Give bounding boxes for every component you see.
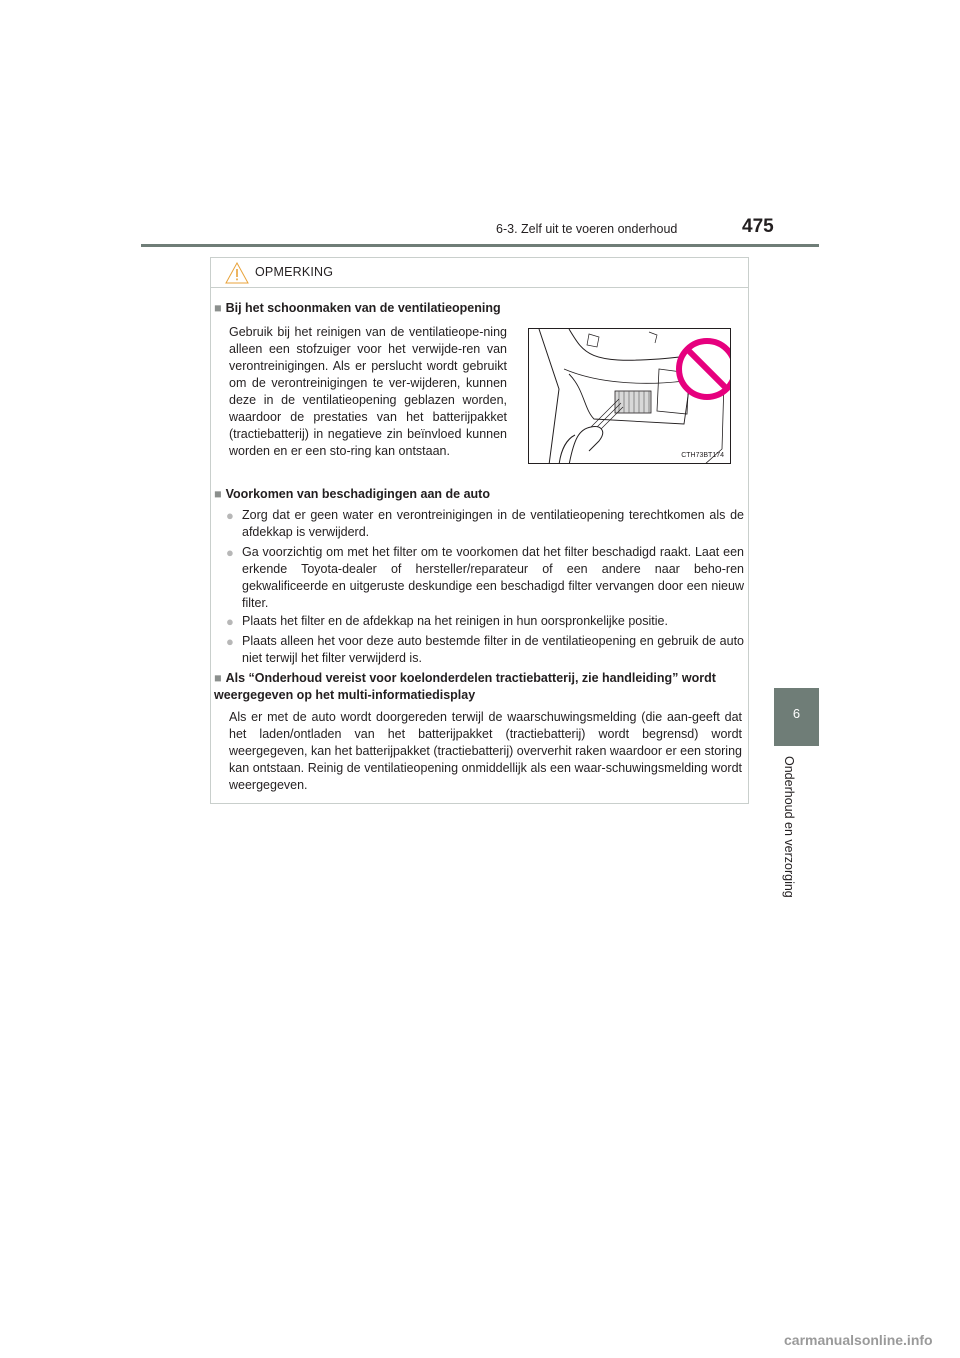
cleaning-paragraph: Gebruik bij het reinigen van de ventilatieope-ning alleen een stofzuiger voor het verwijde-ren van verontreinigingen. Als er perslucht wordt gebruikt om de verontreinigingen te ver-wijderen, kunnen deze in de ventilatieopening geblazen worden, waardoor de prestaties van het batterijpakket (tractiebatterij) in negatieve zin beïnvloed kunnen worden en er een sto-ring kan ontstaan. [229,325,507,458]
bullet-dot-icon: ● [226,634,234,649]
bullet-text: Ga voorzichtig om met het filter om te voorkomen dat het filter beschadigd raakt. Laat een erkende Toyota-dealer of hersteller/reparateur of een andere naar beho-ren gekwalificeerde en uitgeruste deskundige een beschadigd filter vervangen door een nieuw filter. [242,545,744,610]
bullet-text: Plaats het filter en de afdekkap na het reinigen in hun oorspronkelijke positie. [242,614,668,628]
bullet-item [226,633,744,667]
cooling-paragraph: Als er met de auto wordt doorgereden terwijl de waarschuwingsmelding (die aan-geeft dat het laden/ontladen van het batterijpakket (tractiebatterij) wordt begrensd) wordt weergegeven, kan het batterijpakket (tractiebatterij) oververhit raken waardoor er een storing kan ontstaan. Reinig de ventilatieopening onmiddellijk als een waar-schuwingsmelding wordt weergegeven. [229,710,742,792]
section-heading-cooling [214,670,742,704]
heading-text: Bij het schoonmaken van de ventilatieopening [225,301,501,315]
warning-triangle-icon [225,262,249,284]
bullet-text: Zorg dat er geen water en verontreinigingen in de ventilatieopening terechtkomen als de afdekkap is verwijderd. [242,508,744,539]
bullet-item [226,613,744,630]
notice-header [211,258,748,288]
bullet-dot-icon: ● [226,508,234,523]
notice-title: OPMERKING [255,265,334,279]
heading-text: Als “Onderhoud vereist voor koelonderdelen tractiebatterij, zie handleiding” wordt weergegeven op het multi-informatiedisplay [214,671,716,702]
bullet-item [226,544,744,612]
section-heading-damage [214,486,490,503]
illustration-drawing [529,329,731,464]
illustration-vacuum-vent [528,328,731,464]
watermark: carmanualsonline.info [784,1332,933,1348]
section-title: 6-3. Zelf uit te voeren onderhoud [496,222,678,236]
square-bullet-icon: ■ [214,301,222,315]
figure-code: CTH73BT174 [681,452,724,459]
bullet-dot-icon: ● [226,545,234,560]
bullet-dot-icon: ● [226,614,234,629]
chapter-number: 6 [792,706,801,721]
chapter-label: Onderhoud en verzorging [782,756,796,898]
header-rule [141,244,819,247]
chapter-tab[interactable] [774,688,819,746]
square-bullet-icon: ■ [214,671,222,685]
heading-text: Voorkomen van beschadigingen aan de auto [225,487,490,501]
page-number: 475 [742,216,774,237]
section-heading-cleaning [214,300,501,317]
bullet-text: Plaats alleen het voor deze auto bestemde filter in de ventilatieopening en gebruik de auto niet terwijl het filter verwijderd is. [242,634,744,665]
square-bullet-icon: ■ [214,487,222,501]
bullet-item [226,507,744,541]
